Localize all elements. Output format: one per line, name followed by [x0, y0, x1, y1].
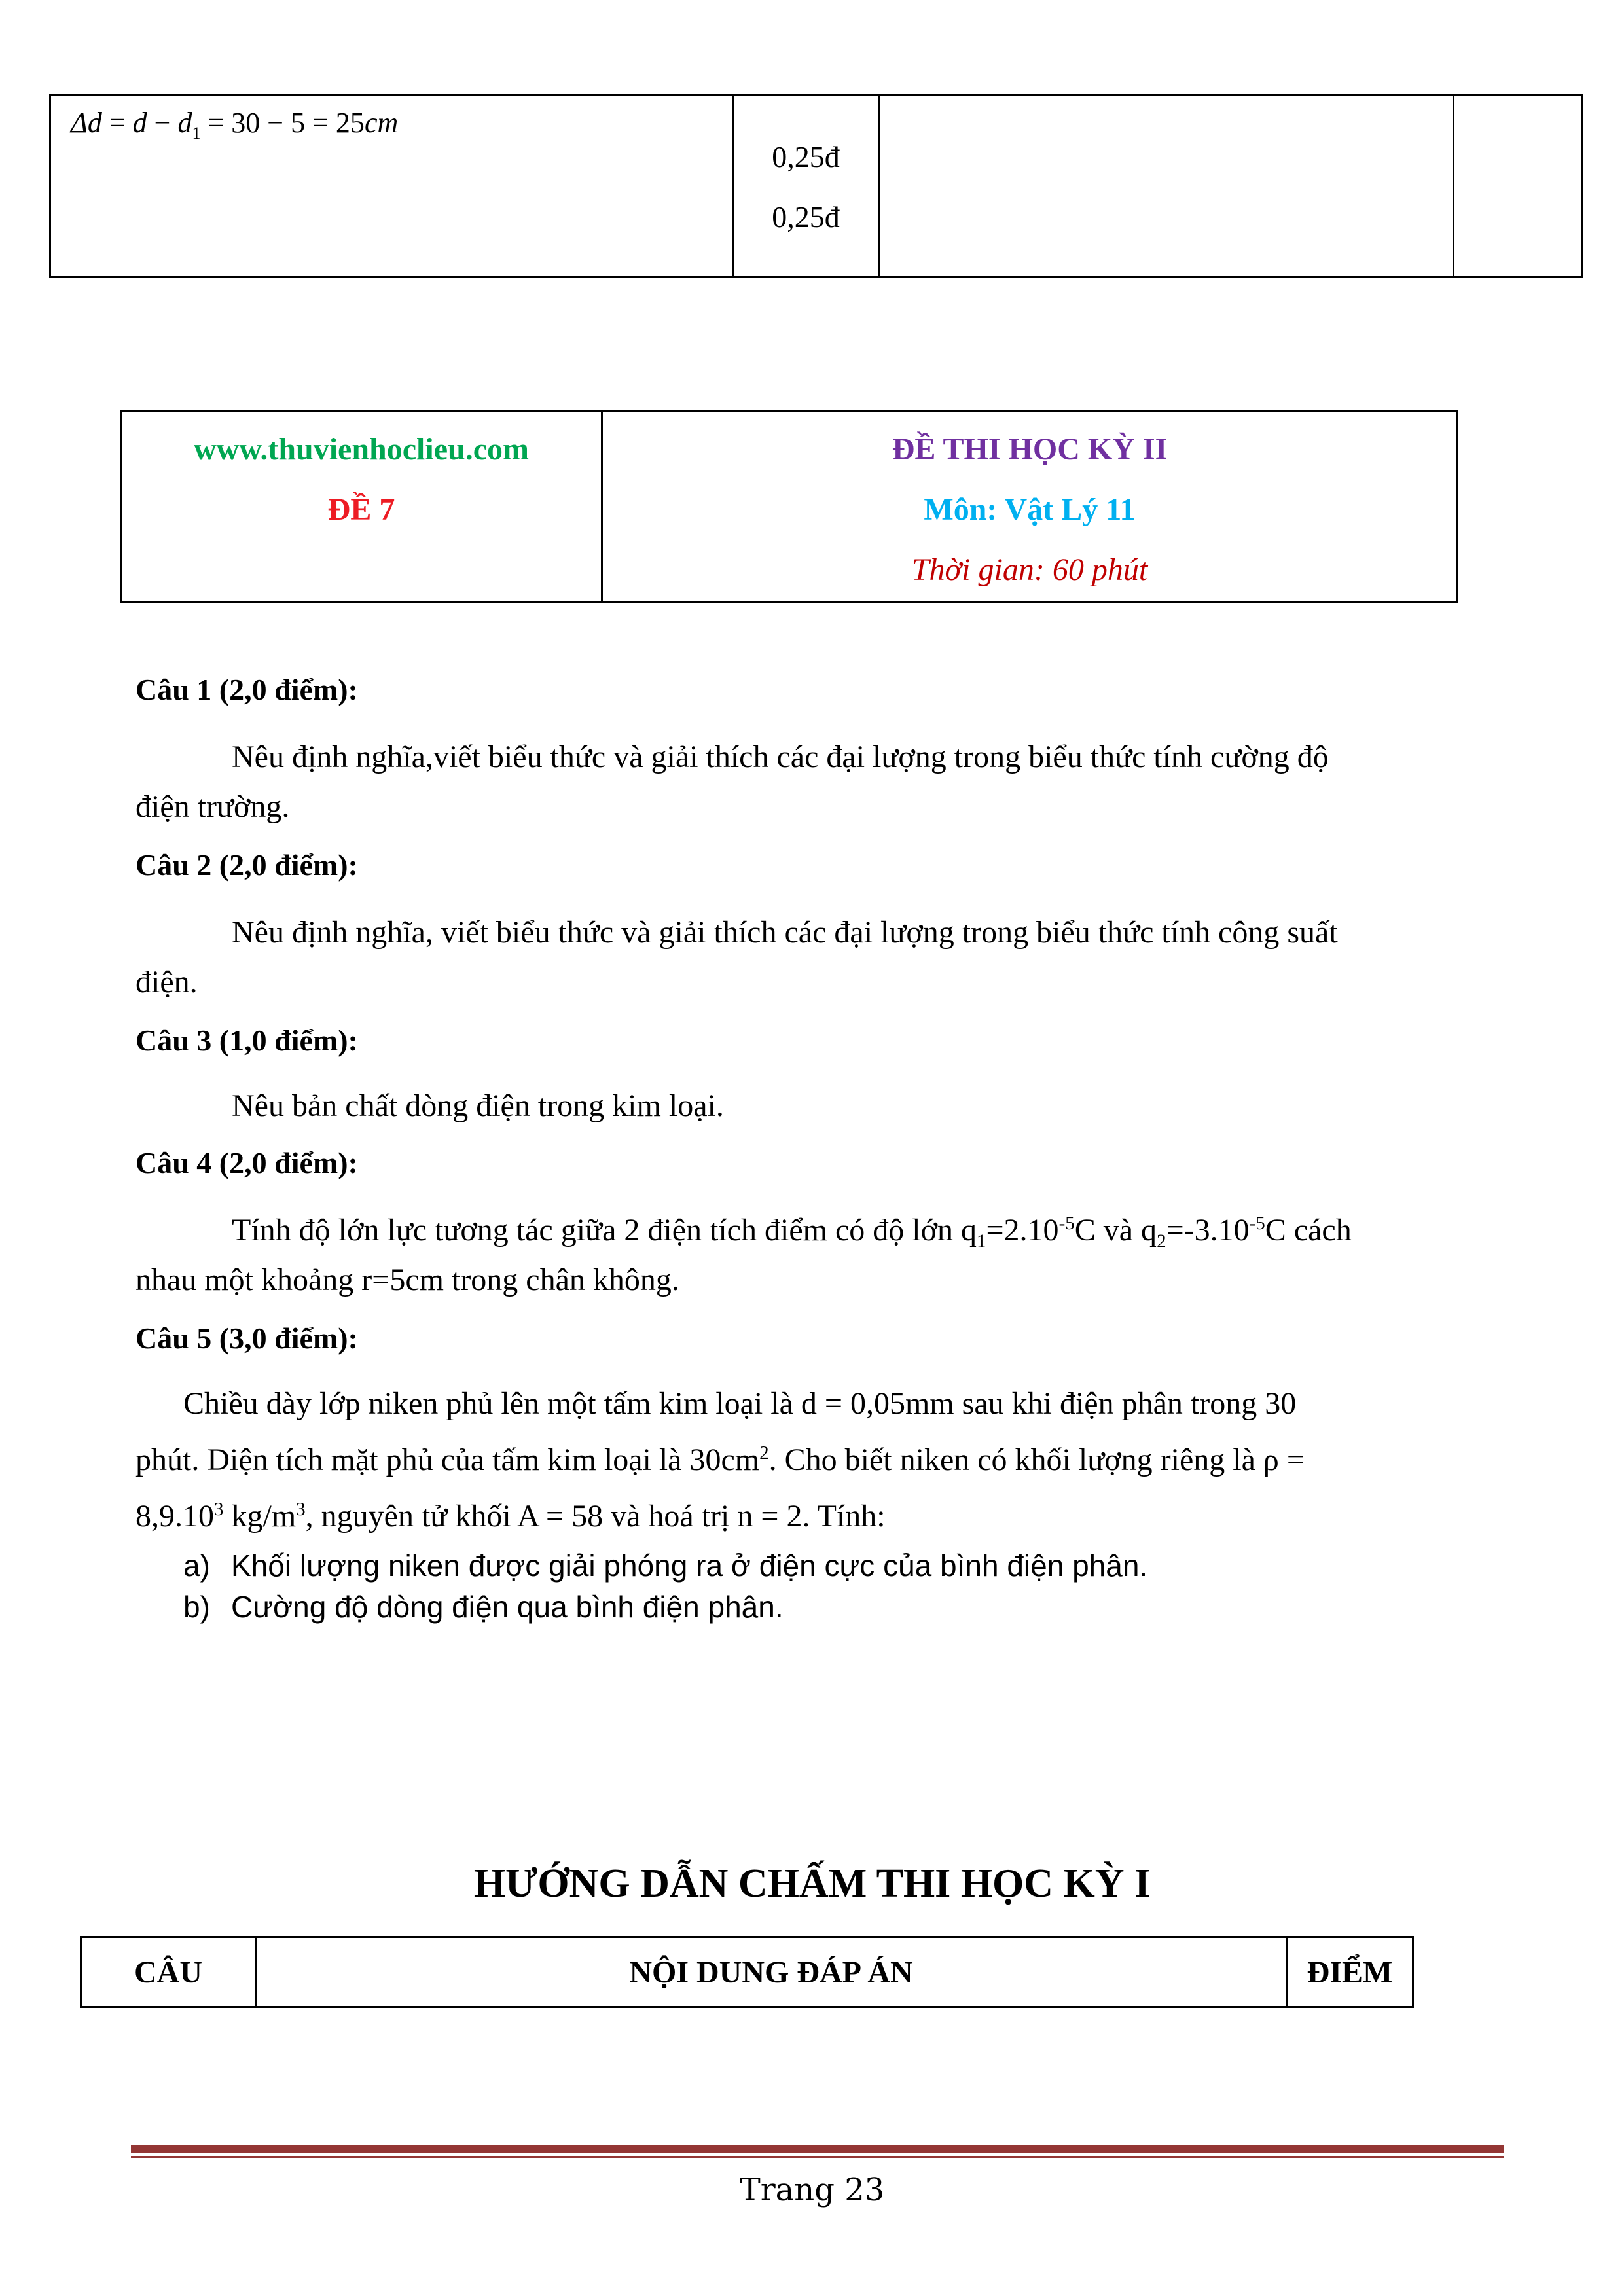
question-5-title: Câu 5 (3,0 điểm): [135, 1321, 358, 1355]
footer-divider-thin [131, 2156, 1504, 2158]
column-header-question: CÂU [81, 1937, 256, 2007]
exam-code: ĐỀ 7 [327, 492, 395, 527]
question-4-text: Tính độ lớn lực tương tác giữa 2 điện tích điểm có độ lớn $q_1=2.10^{-5}C$ và $q_2=-3.10^{-5}C$ cách nhau một khoảng r=5cm trong chân không. [135, 1213, 1352, 1297]
question-4-title: Câu 4 (2,0 điểm): [135, 1146, 358, 1179]
formula-delta-d: $\Delta d = d - d_1 = 30 - 5 = 25cm$ [71, 107, 399, 143]
empty-cell [879, 95, 1454, 278]
answer-content-cell [50, 95, 733, 278]
question-5-item-b: b) Cường độ dòng điện qua bình điện phân. [183, 1590, 784, 1624]
header-right-cell [602, 411, 1458, 602]
question-1-title: Câu 1 (2,0 điểm): [135, 673, 358, 706]
score-value: 0,25đ [772, 140, 840, 173]
exam-title: ĐỀ THI HỌC KỲ II [892, 432, 1168, 467]
exam-subject: Môn: Vật Lý 11 [924, 492, 1136, 527]
question-2-text: Nêu định nghĩa, viết biểu thức và giải thích các đại lượng trong biểu thức tính công suất điện. [135, 915, 1338, 999]
header-left-cell [121, 411, 602, 602]
website-label: www.thuvienhoclieu.com [193, 432, 529, 467]
question-1-text: Nêu định nghĩa,viết biểu thức và giải thích các đại lượng trong biểu thức tính cường độ điện trường. [135, 740, 1329, 824]
question-3-text: Nêu bản chất dòng điện trong kim loại. [232, 1088, 724, 1123]
exam-time: Thời gian: 60 phút [911, 552, 1148, 587]
empty-cell [1454, 95, 1582, 278]
exam-header-box [120, 410, 1458, 603]
answer-score-cell [733, 95, 879, 278]
column-header-score: ĐIỂM [1287, 1937, 1413, 2007]
footer-divider [131, 2145, 1504, 2153]
answer-table-fragment [49, 94, 1583, 278]
question-3-title: Câu 3 (1,0 điểm): [135, 1024, 358, 1057]
score-value: 0,25đ [772, 200, 840, 234]
column-header-content: NỘI DUNG ĐÁP ÁN [256, 1937, 1287, 2007]
question-5-text: Chiều dày lớp niken phủ lên một tấm kim loại là d = 0,05mm sau khi điện phân trong 30 phút. Diện tích mặt phủ của tấm kim loại là $30cm^2$. Cho biết niken có khối lượng riêng là ρ = $8,9.10^3$ $kg/m^3$, nguyên tử khối A = 58 và hoá trị n = 2. Tính: [135, 1386, 1305, 1534]
grading-table [80, 1936, 1414, 2008]
question-2-title: Câu 2 (2,0 điểm): [135, 848, 358, 882]
grading-title: HƯỚNG DẪN CHẤM THI HỌC KỲ I [473, 1861, 1151, 1906]
question-5-item-a: a) Khối lượng niken được giải phóng ra ở điện cực của bình điện phân. [183, 1549, 1148, 1583]
page-number: Trang 23 [739, 2172, 885, 2208]
